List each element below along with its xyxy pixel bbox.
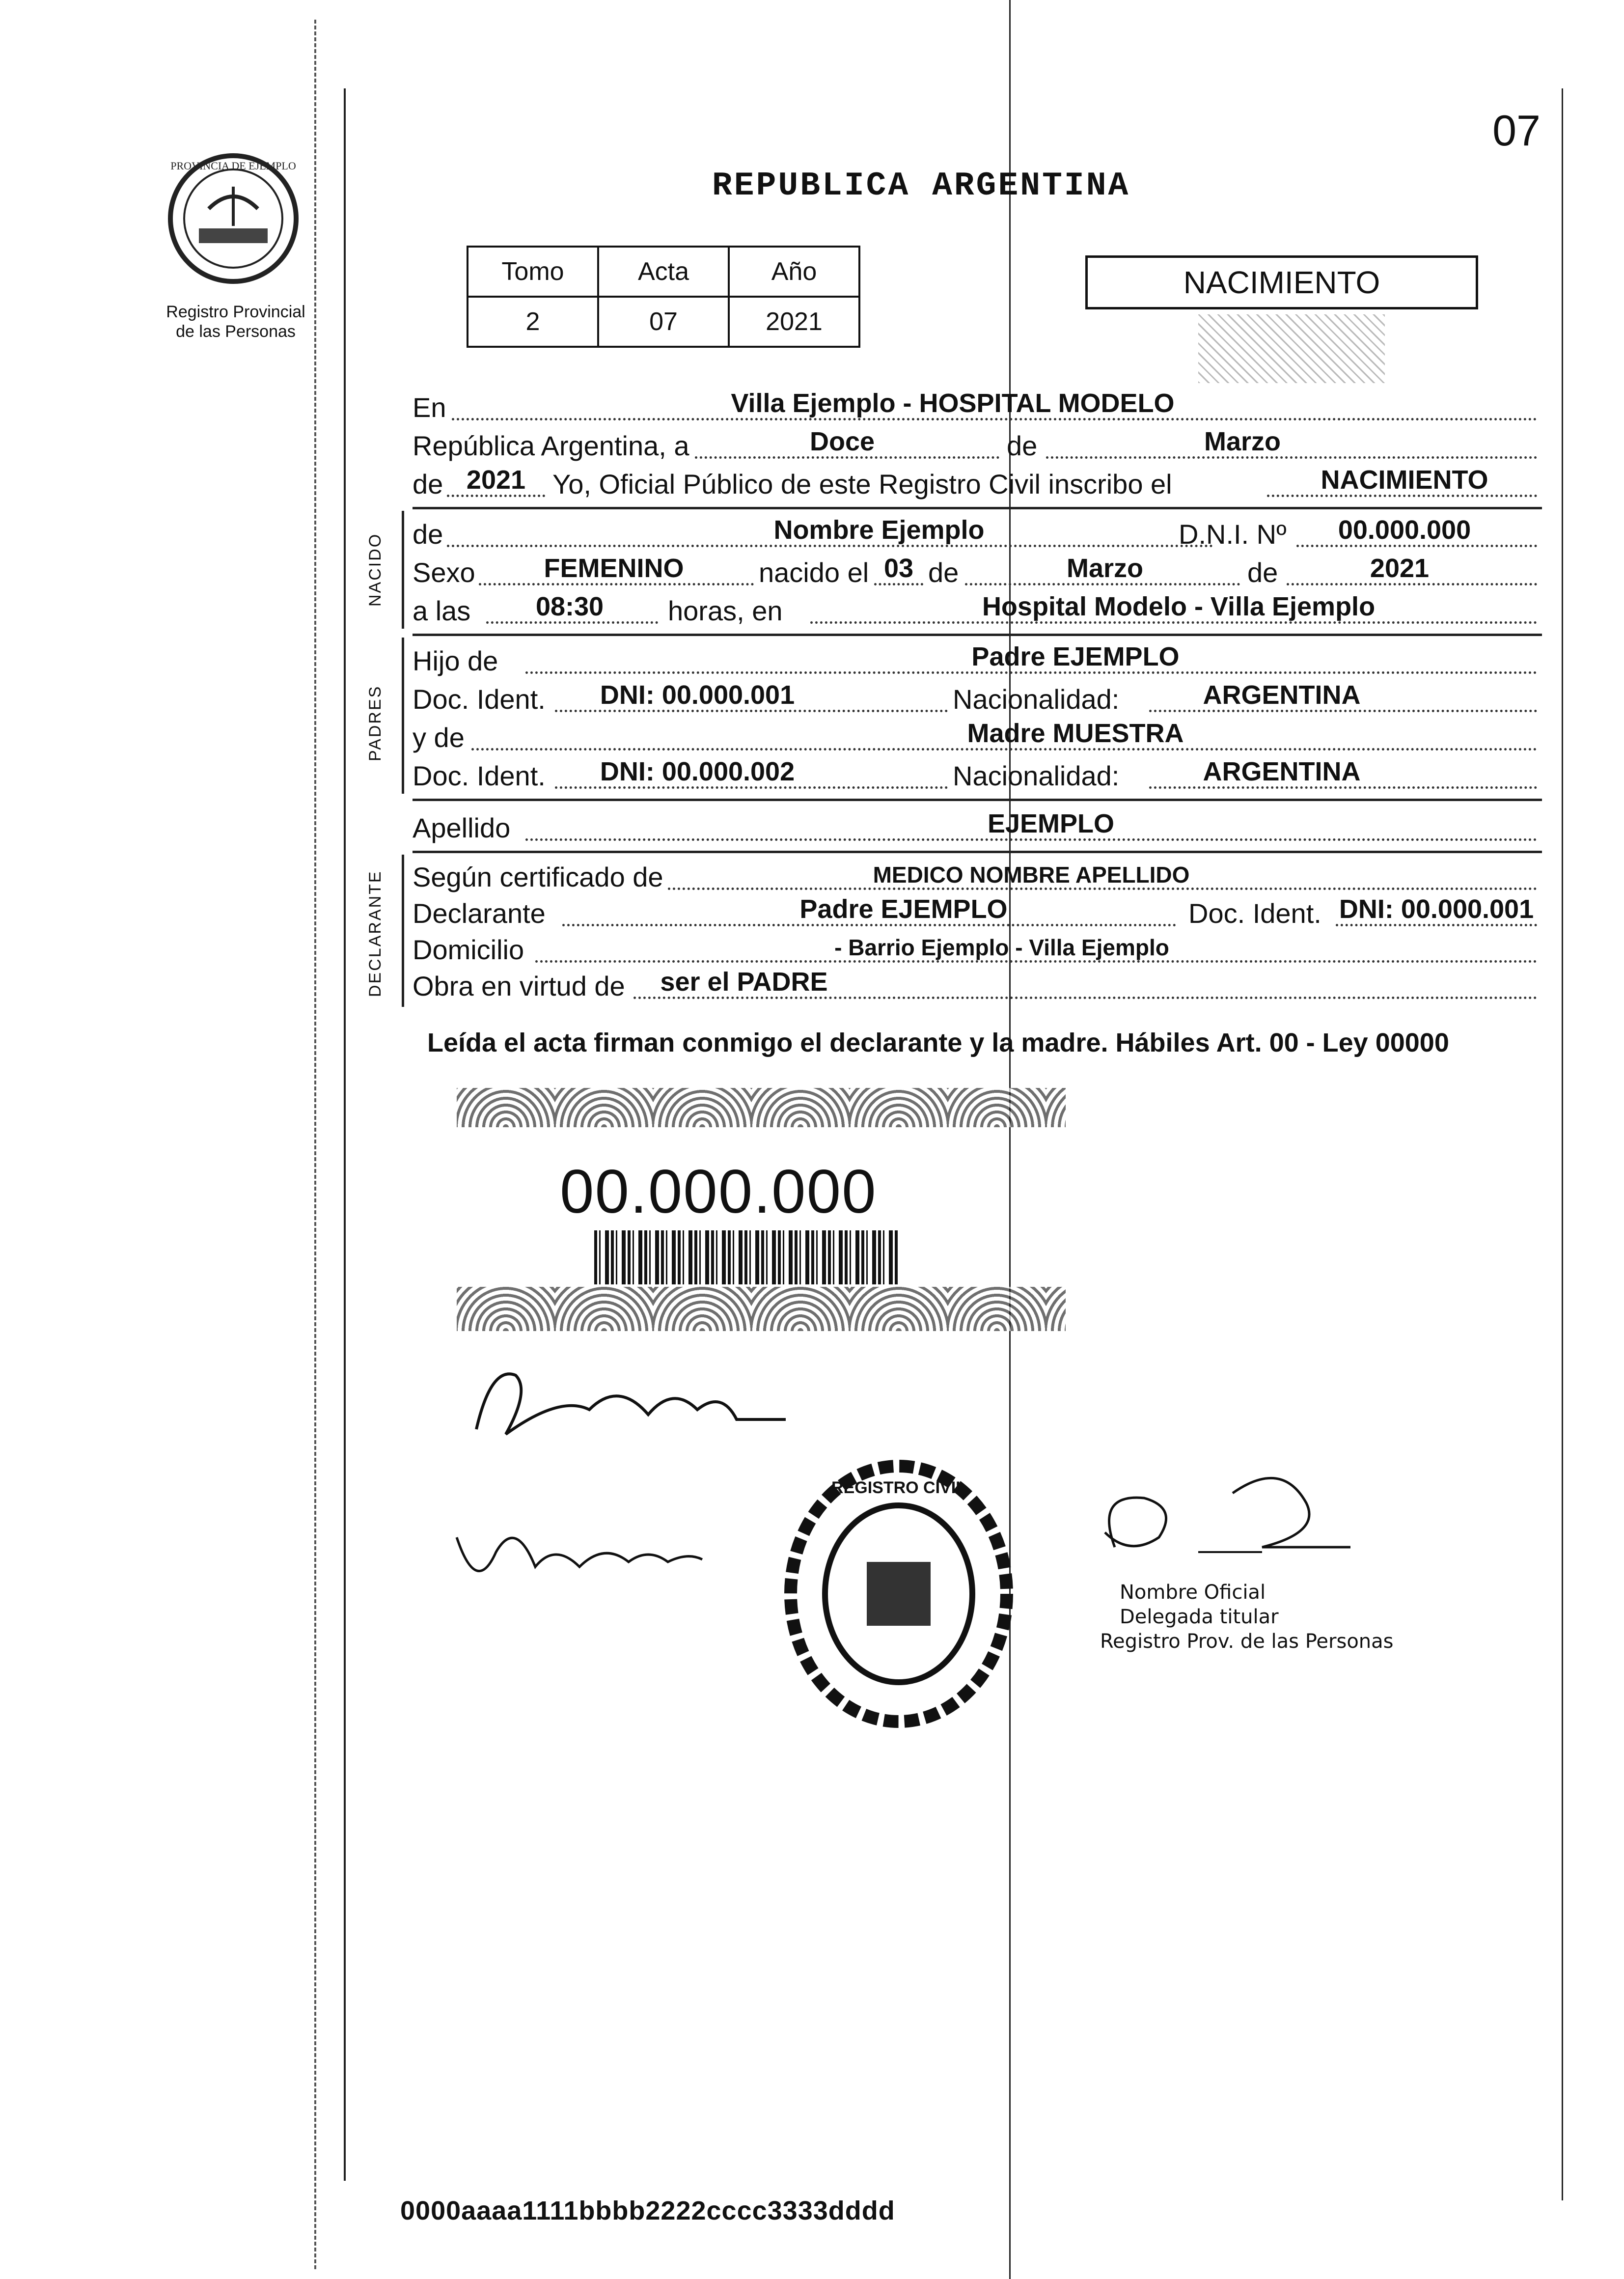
value-day: Doce bbox=[809, 427, 875, 456]
registry-label-line1: Registro Provincial bbox=[166, 303, 305, 321]
record-box-header-anio: Año bbox=[729, 247, 859, 297]
security-pattern bbox=[1198, 314, 1385, 383]
label-de: de bbox=[1007, 430, 1038, 461]
section-bar-padres bbox=[402, 638, 404, 794]
registry-seal-logo bbox=[165, 150, 302, 287]
page-title: REPUBLICA ARGENTINA bbox=[712, 167, 1130, 205]
value-child-dni: 00.000.000 bbox=[1338, 515, 1471, 545]
record-type-box: NACIMIENTO bbox=[1085, 255, 1478, 309]
svg-text:REGISTRO CIVIL: REGISTRO CIVIL bbox=[831, 1478, 966, 1497]
label-hijo-de: Hijo de bbox=[413, 645, 498, 676]
label-republica: República Argentina, a bbox=[413, 430, 689, 461]
value-certificado: MEDICO NOMBRE APELLIDO bbox=[873, 862, 1190, 888]
svg-text:Registro Prov. de las Personas: Registro Prov. de las Personas bbox=[1100, 1630, 1394, 1653]
page-number: 07 bbox=[1492, 106, 1541, 155]
row-mother-doc bbox=[413, 756, 1542, 794]
official-stamp bbox=[776, 1454, 1021, 1734]
label-dni: D.N.I. Nº bbox=[1179, 519, 1287, 550]
label-y-de: y de bbox=[413, 722, 465, 753]
label-sexo: Sexo bbox=[413, 557, 475, 588]
label-horas-en: horas, en bbox=[668, 595, 783, 626]
section-rule bbox=[413, 851, 1542, 853]
label-obra: Obra en virtud de bbox=[413, 971, 625, 1001]
record-box-header-tomo: Tomo bbox=[468, 247, 598, 297]
value-domicilio: - Barrio Ejemplo - Villa Ejemplo bbox=[834, 935, 1169, 960]
section-rule bbox=[413, 634, 1542, 636]
label-doc-ident: Doc. Ident. bbox=[413, 684, 546, 715]
label-nacido-el: nacido el bbox=[759, 557, 869, 588]
section-bar-nacido bbox=[402, 511, 404, 629]
value-month: Marzo bbox=[1204, 427, 1281, 456]
section-label-declarante: DECLARANTE bbox=[366, 870, 385, 997]
section-label-padres: PADRES bbox=[366, 685, 385, 761]
label-declarante: Declarante bbox=[413, 898, 546, 929]
value-obra: ser el PADRE bbox=[660, 967, 828, 997]
value-father-nat: ARGENTINA bbox=[1203, 680, 1361, 710]
security-strip-bottom bbox=[457, 1287, 1066, 1331]
margin-line-inner bbox=[344, 88, 346, 2181]
value-sexo: FEMENINO bbox=[544, 554, 684, 583]
value-act: NACIMIENTO bbox=[1321, 465, 1488, 495]
section-bar-declarante bbox=[402, 855, 404, 1007]
row-apellido bbox=[413, 808, 1542, 846]
record-box-value-anio: 2021 bbox=[729, 297, 859, 347]
row-sexo bbox=[413, 553, 1542, 590]
value-place: Villa Ejemplo - HOSPITAL MODELO bbox=[731, 389, 1175, 418]
row-father-doc bbox=[413, 680, 1542, 717]
label-de-year2: de bbox=[1247, 557, 1278, 588]
declarant-signature bbox=[462, 1336, 805, 1464]
value-declarante: Padre EJEMPLO bbox=[799, 894, 1008, 924]
row-father bbox=[413, 641, 1542, 679]
security-strip-top bbox=[457, 1088, 1066, 1127]
row-declarante bbox=[413, 894, 1542, 931]
value-mother-doc: DNI: 00.000.002 bbox=[600, 757, 795, 786]
svg-text:Delegada titular: Delegada titular bbox=[1120, 1606, 1279, 1628]
label-de-month: de bbox=[928, 557, 959, 588]
record-box-value-tomo: 2 bbox=[468, 297, 598, 347]
label-a-las: a las bbox=[413, 595, 471, 626]
label-nacionalidad-2: Nacionalidad: bbox=[953, 760, 1120, 791]
label-officer: Yo, Oficial Público de este Registro Civil inscribo el bbox=[552, 469, 1172, 500]
row-date bbox=[413, 426, 1542, 464]
value-father: Padre EJEMPLO bbox=[971, 642, 1180, 671]
row-time-place bbox=[413, 591, 1542, 629]
label-doc-ident-3: Doc. Ident. bbox=[1188, 898, 1321, 929]
svg-text:Nombre Oficial: Nombre Oficial bbox=[1120, 1581, 1266, 1604]
row-officer bbox=[413, 465, 1542, 502]
registry-label-line2: de las Personas bbox=[176, 322, 296, 341]
label-de-name: de bbox=[413, 519, 443, 550]
section-rule bbox=[413, 799, 1542, 801]
closing-text: Leída el acta firman conmigo el declarante y la madre. Hábiles Art. 00 - Ley 00000 bbox=[427, 1028, 1449, 1057]
row-nacido-name bbox=[413, 515, 1542, 552]
value-apellido: EJEMPLO bbox=[987, 809, 1115, 838]
label-certificado: Según certificado de bbox=[413, 862, 663, 892]
barcode-number: 00.000.000 bbox=[560, 1158, 877, 1226]
record-box-header-acta: Acta bbox=[598, 247, 729, 297]
value-father-doc: DNI: 00.000.001 bbox=[600, 680, 795, 710]
label-doc-ident-2: Doc. Ident. bbox=[413, 760, 546, 791]
value-birth-year: 2021 bbox=[1370, 554, 1430, 583]
record-box-header-row bbox=[468, 247, 859, 297]
value-birth-month: Marzo bbox=[1066, 554, 1143, 583]
row-obra bbox=[413, 967, 1542, 1004]
margin-line-right bbox=[1562, 88, 1563, 2200]
row-certificado bbox=[413, 858, 1542, 895]
value-child-name: Nombre Ejemplo bbox=[773, 515, 985, 545]
value-mother-nat: ARGENTINA bbox=[1203, 757, 1361, 786]
fold-line bbox=[1009, 0, 1011, 2279]
section-label-nacido: NACIDO bbox=[366, 532, 385, 607]
value-time: 08:30 bbox=[535, 592, 604, 621]
row-place bbox=[413, 388, 1542, 425]
label-domicilio: Domicilio bbox=[413, 934, 524, 965]
officer-signature bbox=[1075, 1464, 1586, 1685]
margin-line-left bbox=[314, 20, 316, 2269]
record-box-value-row bbox=[468, 297, 859, 347]
value-year: 2021 bbox=[466, 465, 526, 495]
label-nacionalidad: Nacionalidad: bbox=[953, 684, 1120, 715]
row-domicilio bbox=[413, 930, 1542, 968]
value-birth-day: 03 bbox=[883, 554, 914, 583]
row-mother bbox=[413, 718, 1542, 755]
record-box bbox=[467, 246, 860, 348]
label-de-year: de bbox=[413, 469, 443, 500]
value-mother: Madre MUESTRA bbox=[967, 719, 1184, 748]
label-en: En bbox=[413, 392, 446, 423]
record-box-value-acta: 07 bbox=[598, 297, 729, 347]
label-apellido: Apellido bbox=[413, 812, 511, 843]
value-birthplace: Hospital Modelo - Villa Ejemplo bbox=[982, 592, 1376, 621]
mother-signature bbox=[442, 1498, 717, 1616]
value-declarante-doc: DNI: 00.000.001 bbox=[1339, 894, 1534, 924]
document-hash: 0000aaaa1111bbbb2222cccc3333dddd bbox=[400, 2196, 895, 2225]
barcode bbox=[594, 1230, 899, 1284]
svg-text:PROVINCIA DE EJEMPLO: PROVINCIA DE EJEMPLO bbox=[170, 160, 296, 172]
registry-label bbox=[145, 302, 327, 341]
section-rule bbox=[413, 507, 1542, 509]
